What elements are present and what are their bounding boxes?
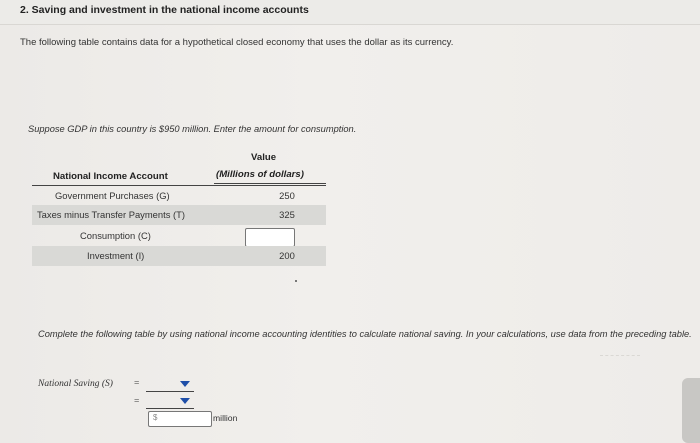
header-rule-value (214, 183, 326, 184)
saving-dropdown-1[interactable] (146, 379, 194, 392)
units-header: (Millions of dollars) (216, 169, 304, 180)
equals-sign: = (134, 379, 140, 389)
row-label: Investment (I) (87, 250, 145, 261)
row-value: 200 (279, 250, 295, 261)
dollar-symbol: $ (153, 413, 158, 422)
value-header: Value (251, 152, 277, 163)
saving-dropdown-2[interactable] (146, 396, 194, 409)
question-header (0, 0, 700, 25)
row-value: 250 (279, 190, 295, 201)
table-row (32, 186, 326, 206)
table-row (32, 205, 326, 225)
saving-instruction: Complete the following table by using national income accounting identities to calculate national saving. In your calculations, use data from the preceding table. (38, 329, 692, 339)
account-header: National Income Account (53, 171, 168, 182)
table-row (32, 226, 326, 246)
equals-sign: = (134, 397, 140, 407)
gdp-prompt: Suppose GDP in this country is $950 million. Enter the amount for consumption. (28, 124, 357, 134)
row-label: Taxes minus Transfer Payments (T) (37, 209, 185, 220)
question-title: 2. Saving and investment in the national income accounts (20, 4, 309, 16)
consumption-input[interactable] (245, 228, 295, 247)
chevron-down-icon (180, 381, 190, 387)
side-tab[interactable] (682, 378, 700, 443)
table-row (32, 246, 326, 266)
row-value: 325 (279, 209, 295, 220)
national-saving-input[interactable] (148, 411, 212, 427)
row-label: Consumption (C) (80, 230, 151, 241)
unit-label: million (213, 413, 238, 423)
stray-dot (295, 280, 297, 282)
chevron-down-icon (180, 398, 190, 404)
national-saving-label: National Saving (S) (38, 379, 113, 389)
background-mark (600, 355, 640, 362)
intro-text: The following table contains data for a hypothetical closed economy that uses the dollar as its currency. (20, 37, 454, 48)
row-label: Government Purchases (G) (55, 190, 170, 201)
